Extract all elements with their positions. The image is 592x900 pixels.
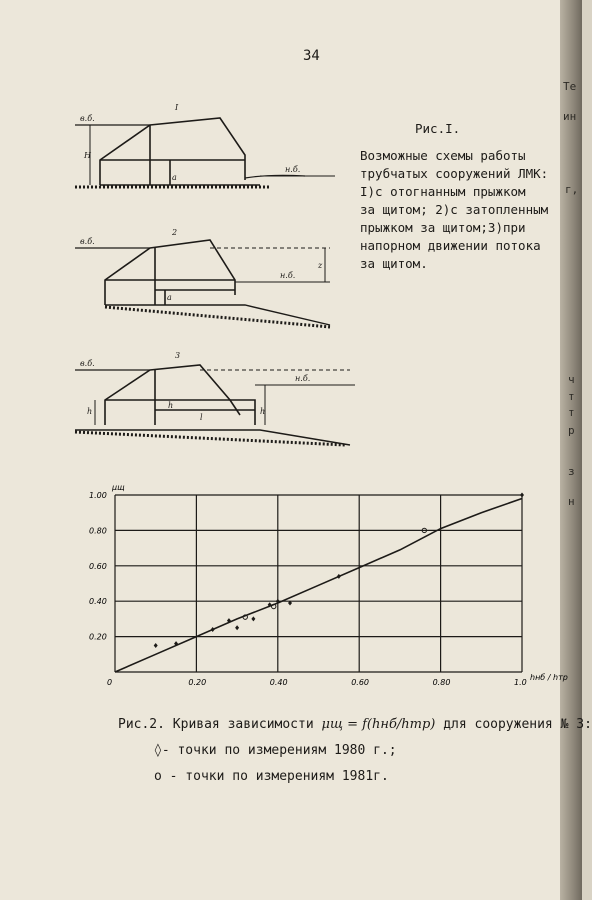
y-axis-label: μщ (112, 483, 125, 492)
figure2-suffix: для сооружения № 3: (443, 717, 592, 732)
y-tick-label: 0.40 (89, 597, 107, 607)
data-point-1980 (337, 574, 341, 579)
y-tick-label: 0.20 (89, 632, 107, 642)
caption-line: напорном движении потока (360, 238, 541, 253)
figure2-title-line (118, 717, 592, 743)
x-tick-label: 0 (107, 678, 113, 687)
upstream-label-2: в.б. (80, 237, 95, 246)
margin-fragment: р (568, 424, 575, 437)
upstream-label-1: в.б. (80, 114, 95, 123)
gate-label-2: a (167, 293, 172, 302)
caption-line: Возможные схемы работы (360, 148, 526, 163)
scheme-2-number: 2 (172, 228, 178, 237)
figure1-schemes (70, 100, 360, 445)
x-tick-label: 0.40 (269, 678, 288, 687)
scheme-1-number: I (175, 103, 179, 112)
h-up-label: h (87, 407, 93, 416)
margin-fragment: г, (565, 183, 579, 196)
h-down-label: h (260, 407, 266, 416)
legend-1981: o - точки по измерениям 1981г. (154, 769, 389, 784)
caption-line: за щитом. (360, 256, 428, 271)
x-axis-label: hнб / hтр (530, 673, 568, 682)
caption-line: за щитом; 2)с затопленным (360, 202, 549, 217)
scheme-3-number: 3 (175, 351, 181, 360)
h-pipe-label: h (168, 401, 174, 410)
data-point-1980 (520, 493, 524, 498)
margin-fragment: т (568, 390, 575, 403)
caption-line: трубчатых сооружений ЛМК: (360, 166, 549, 181)
gate-label-1: a (172, 173, 177, 182)
scheme-3 (75, 365, 355, 445)
figure2-formula: μщ = f(hнб/hтр) (321, 717, 436, 732)
legend-1980: ◊- точки по измерениям 1980 г.; (154, 743, 397, 758)
x-tick-label: 1.0 (514, 678, 527, 687)
margin-fragment: ч (568, 373, 575, 386)
figure2-chart (70, 480, 568, 695)
margin-fragment: Те (563, 80, 577, 93)
x-tick-label: 0.20 (188, 678, 207, 687)
caption-line: прыжком за щитом;3)при (360, 220, 526, 235)
margin-fragment: з (568, 465, 575, 478)
margin-fragment: ин (563, 110, 577, 123)
downstream-label-3: н.б. (295, 374, 311, 383)
margin-fragment: н (568, 495, 575, 508)
downstream-label-2: н.б. (280, 271, 296, 280)
y-tick-label: 0.60 (89, 561, 107, 571)
caption-line: I)с отогнанным прыжком (360, 184, 526, 199)
head-label: H (84, 151, 91, 160)
data-point-1980 (235, 625, 239, 630)
data-point-1980 (211, 627, 215, 632)
z-label: z (318, 261, 323, 270)
figure2-prefix: Рис.2. Кривая зависимости (118, 717, 314, 732)
page-number: 34 (303, 48, 320, 64)
figure1-caption (360, 120, 566, 273)
upstream-label-3: в.б. (80, 359, 95, 368)
y-tick-label: 1.00 (89, 491, 107, 500)
scheme-2 (75, 240, 330, 327)
data-point-1980 (154, 643, 158, 648)
data-point-1980 (251, 616, 255, 621)
margin-fragment: т (568, 406, 575, 419)
length-label: l (200, 413, 203, 422)
chart-marks (115, 493, 524, 673)
x-tick-label: 0.80 (432, 678, 451, 687)
x-tick-label: 0.60 (351, 678, 370, 687)
figure1-title: Рис.I. (415, 121, 461, 136)
figure2-caption (118, 717, 592, 795)
y-tick-label: 0.80 (89, 526, 107, 536)
scheme-1 (75, 118, 335, 187)
downstream-label-1: н.б. (285, 165, 301, 174)
